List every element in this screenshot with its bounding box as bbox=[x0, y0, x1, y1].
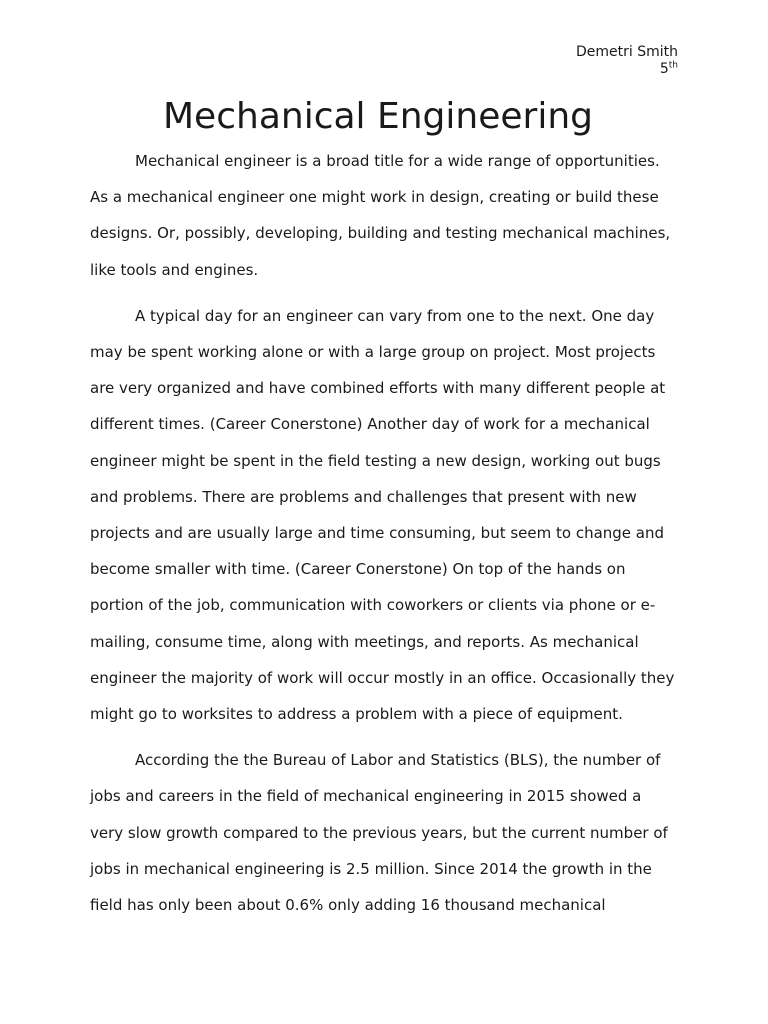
text-line: are very organized and have combined efforts with many different people at bbox=[90, 379, 666, 398]
period-number: 5 bbox=[659, 61, 669, 77]
document-body bbox=[90, 143, 682, 933]
paragraph-2 bbox=[90, 298, 682, 732]
text-line: may be spent working alone or with a large group on project. Most projects bbox=[90, 343, 656, 362]
document-title: Mechanical Engineering bbox=[163, 96, 593, 137]
text-line: portion of the job, communication with coworkers or clients via phone or e- bbox=[90, 596, 656, 615]
period-suffix: th bbox=[668, 60, 678, 71]
text-line: Mechanical engineer is a broad title for a wide range of opportunities. bbox=[135, 152, 660, 170]
author-name: Demetri Smith bbox=[575, 44, 678, 60]
text-line: mailing, consume time, along with meetings, and reports. As mechanical bbox=[90, 632, 639, 651]
paragraph-3 bbox=[90, 742, 682, 923]
paragraph-1 bbox=[90, 143, 682, 288]
text-line: engineer the majority of work will occur mostly in an office. Occasionally they bbox=[90, 668, 675, 687]
text-line: jobs and careers in the field of mechanical engineering in 2015 showed a bbox=[90, 787, 642, 806]
text-line: different times. (Career Conerstone) Another day of work for a mechanical bbox=[90, 415, 650, 434]
text-line: As a mechanical engineer one might work in design, creating or build these bbox=[90, 188, 659, 207]
text-line: jobs in mechanical engineering is 2.5 million. Since 2014 the growth in the bbox=[90, 859, 652, 878]
text-line: A typical day for an engineer can vary from one to the next. One day bbox=[135, 306, 655, 325]
header-block bbox=[576, 44, 678, 78]
text-line: very slow growth compared to the previous years, but the current number of bbox=[90, 823, 668, 842]
text-line: and problems. There are problems and challenges that present with new bbox=[90, 487, 637, 506]
text-line: become smaller with time. (Career Conerstone) On top of the hands on bbox=[90, 560, 626, 579]
text-line: like tools and engines. bbox=[90, 260, 259, 279]
text-line: designs. Or, possibly, developing, building and testing mechanical machines, bbox=[90, 224, 671, 243]
text-line: According the the Bureau of Labor and Statistics (BLS), the number of bbox=[135, 751, 661, 770]
text-line: engineer might be spent in the field testing a new design, working out bugs bbox=[90, 451, 661, 470]
class-period bbox=[576, 61, 678, 78]
text-line: field has only been about 0.6% only adding 16 thousand mechanical bbox=[90, 896, 606, 915]
text-line: projects and are usually large and time consuming, but seem to change and bbox=[90, 524, 665, 543]
text-line: might go to worksites to address a problem with a piece of equipment. bbox=[90, 705, 623, 724]
